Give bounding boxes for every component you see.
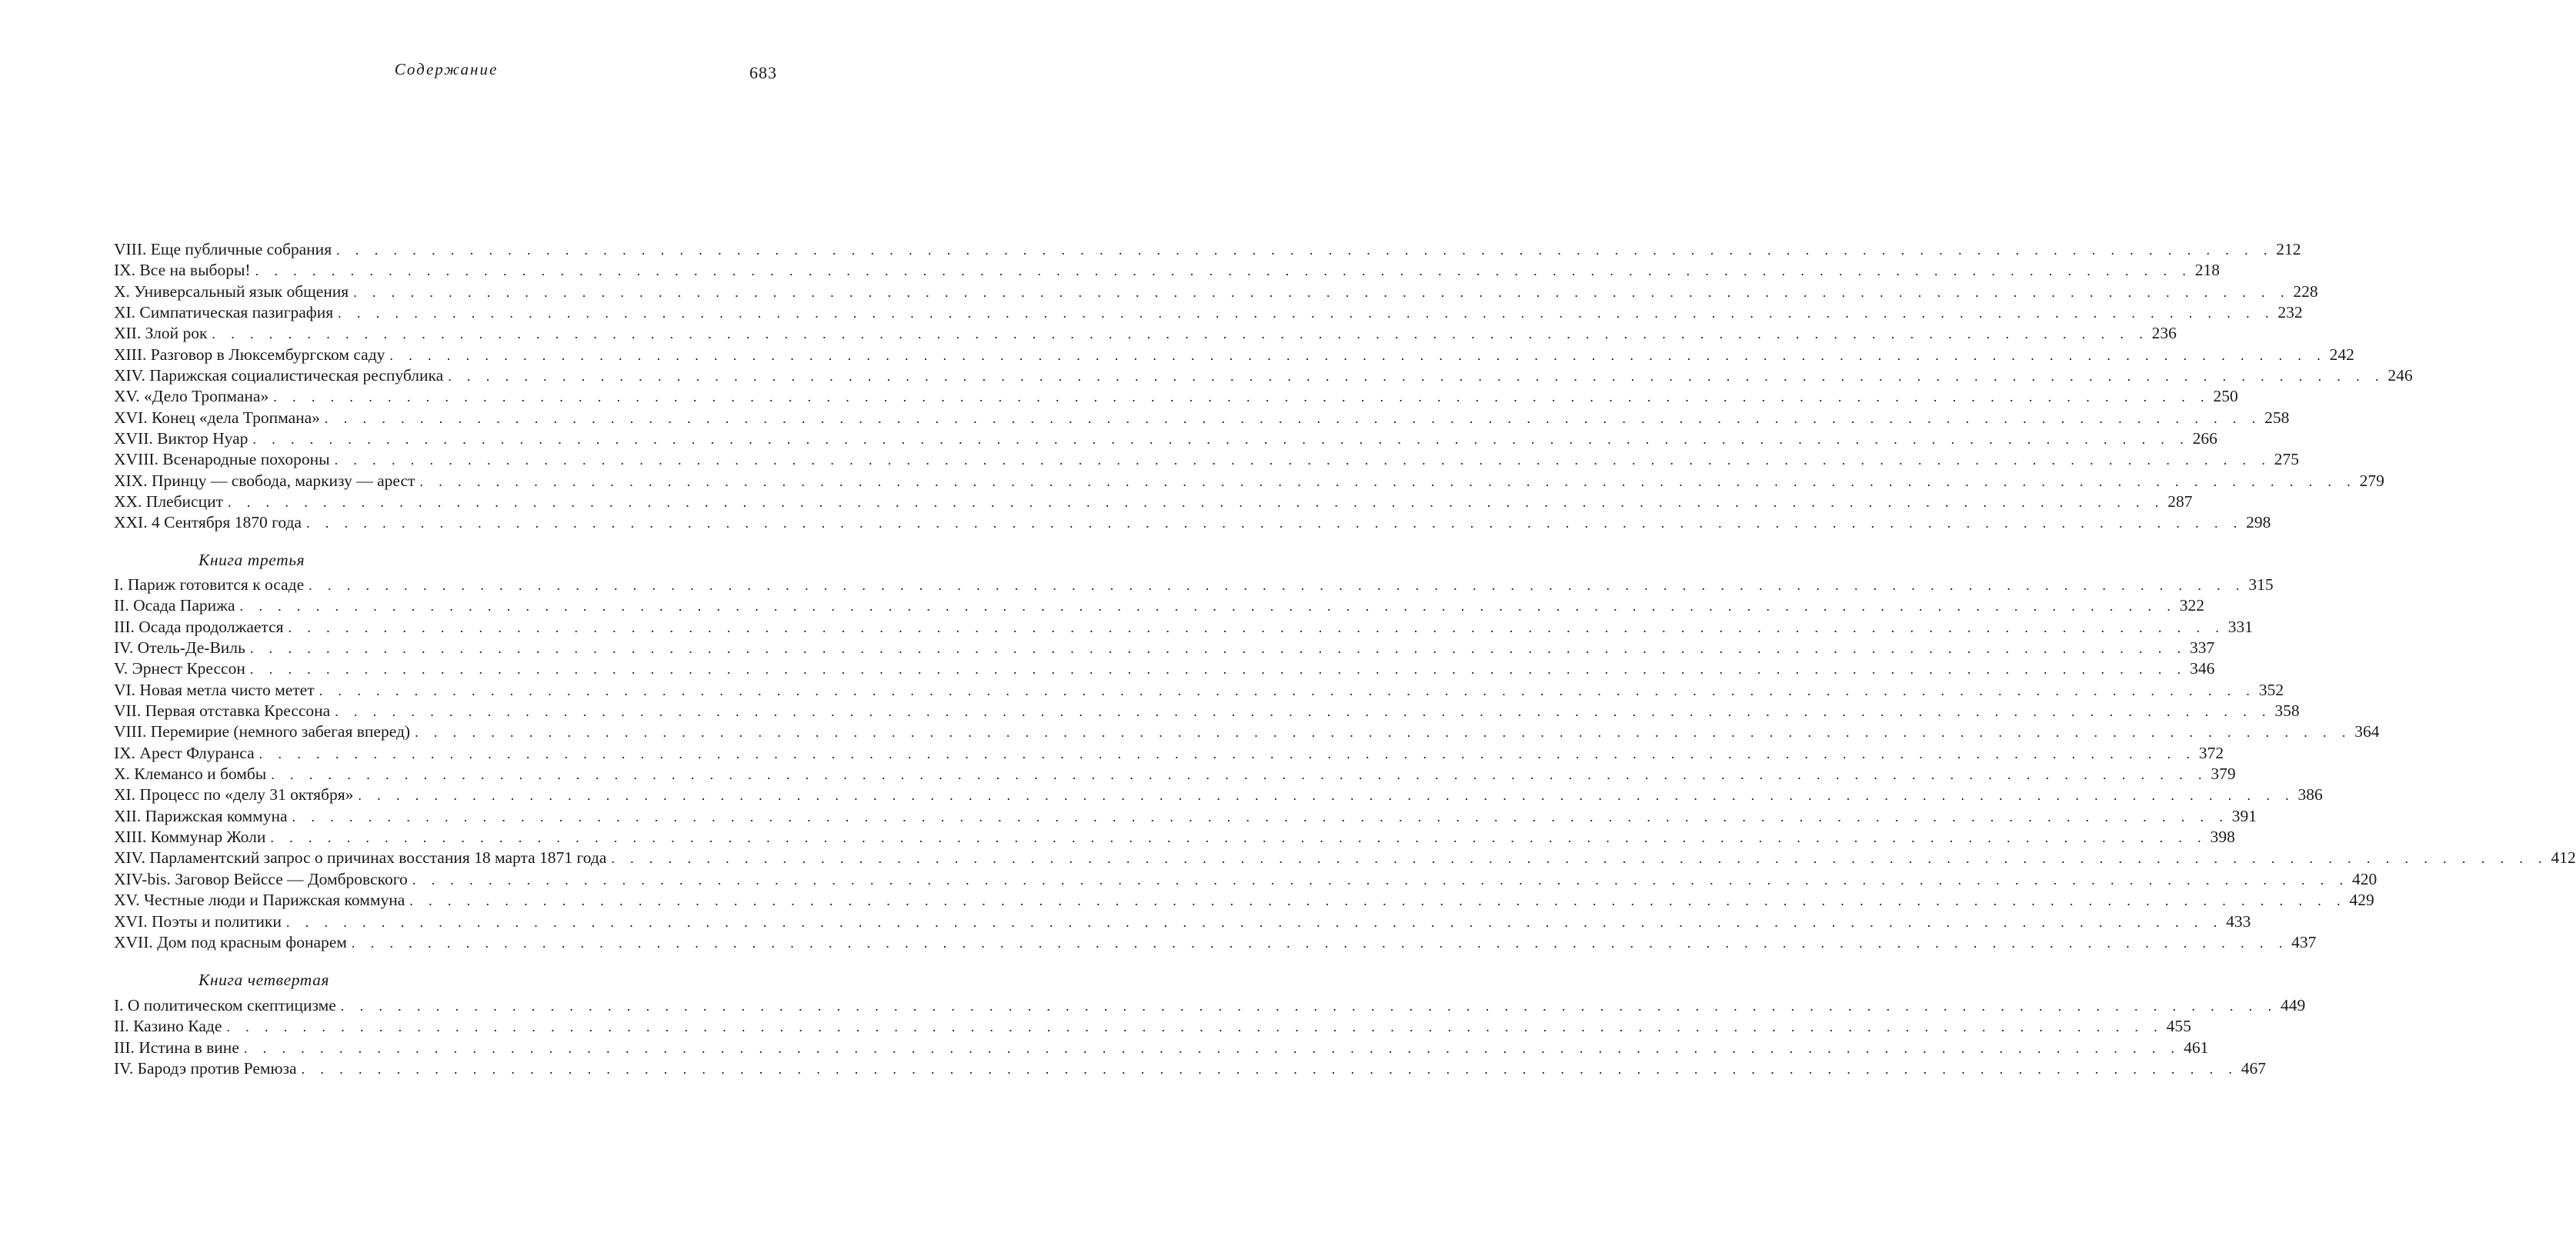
toc-dot-leader: . . . . . . . . . . . . . . . . . . . . . . . . . . . . . . . . . . . . . . . . . . . . . . . . . . . . . . . . . . . . . . . . . . . . . . . . . . . . . . . . . . . . . . . . . . . . . . . . . . . . . . bbox=[249, 641, 2187, 657]
toc-entry-title: XVI. Поэты и политики bbox=[114, 911, 282, 931]
toc-entry[interactable] bbox=[114, 386, 2238, 407]
toc-entry[interactable] bbox=[114, 932, 2317, 953]
toc-dot-leader: . . . . . . . . . . . . . . . . . . . . . . . . . . . . . . . . . . . . . . . . . . . . . . . . . . . . . . . . . . . . . . . . . . . . . . . . . . . . . . . . . . . . . . . . . . . . . . . . . . . . . . bbox=[212, 326, 2149, 342]
toc-dot-leader: . . . . . . . . . . . . . . . . . . . . . . . . . . . . . . . . . . . . . . . . . . . . . . . . . . . . . . . . . . . . . . . . . . . . . . . . . . . . . . . . . . . . . . . . . . . . . . . . . . . . . . bbox=[448, 368, 2385, 385]
toc-entry[interactable] bbox=[114, 721, 2380, 742]
toc-dot-leader: . . . . . . . . . . . . . . . . . . . . . . . . . . . . . . . . . . . . . . . . . . . . . . . . . . . . . . . . . . . . . . . . . . . . . . . . . . . . . . . . . . . . . . . . . . . . . . . . . . . . . . bbox=[419, 473, 2357, 489]
toc-dot-leader: . . . . . . . . . . . . . . . . . . . . . . . . . . . . . . . . . . . . . . . . . . . . . . . . . . . . . . . . . . . . . . . . . . . . . . . . . . . . . . . . . . . . . . . . . . . . . . . . . . . . . . bbox=[255, 263, 2192, 279]
toc-entry[interactable] bbox=[114, 365, 2413, 386]
toc-entry[interactable] bbox=[114, 743, 2224, 764]
toc-entry-page: 275 bbox=[2274, 450, 2300, 469]
toc-entry-title: II. Осада Парижа bbox=[114, 596, 235, 615]
toc-list-book-four bbox=[114, 995, 2306, 1079]
toc-entry-title: VIII. Еще публичные собрания bbox=[114, 240, 332, 258]
toc-entry[interactable] bbox=[114, 764, 2236, 785]
toc-entry-page: 420 bbox=[2351, 869, 2377, 888]
toc-dot-leader: . . . . . . . . . . . . . . . . . . . . . . . . . . . . . . . . . . . . . . . . . . . . . . . . . . . . . . . . . . . . . . . . . . . . . . . . . . . . . . . . . . . . . . . . . . . . . . . . . . . . . . bbox=[340, 998, 2277, 1014]
toc-entry-page: 433 bbox=[2226, 911, 2251, 931]
toc-entry[interactable] bbox=[114, 302, 2303, 323]
toc-dot-leader: . . . . . . . . . . . . . . . . . . . . . . . . . . . . . . . . . . . . . . . . . . . . . . . . . . . . . . . . . . . . . . . . . . . . . . . . . . . . . . . . . . . . . . . . . . . . . . . . . . . . . . bbox=[305, 515, 2244, 531]
toc-entry[interactable] bbox=[114, 323, 2177, 344]
toc-entry-page: 246 bbox=[2387, 366, 2413, 385]
toc-entry-page: 437 bbox=[2291, 932, 2317, 951]
toc-entry-title: XVIII. Всенародные похороны bbox=[114, 450, 330, 469]
toc-entry-title: IV. Отель-Де-Виль bbox=[114, 638, 245, 658]
toc-entry-title: XIII. Коммунар Жоли bbox=[114, 828, 266, 847]
section-heading-book-three: Книга третья bbox=[199, 551, 305, 569]
toc-dot-leader: . . . . . . . . . . . . . . . . . . . . . . . . . . . . . . . . . . . . . . . . . . . . . . . . . . . . . . . . . . . . . . . . . . . . . . . . . . . . . . . . . . . . . . . . . . . . . . . . . . . . . . bbox=[301, 1061, 2238, 1078]
toc-entry-title: XIV-bis. Заговор Вейссе — Домбровского bbox=[114, 869, 408, 888]
toc-dot-leader: . . . . . . . . . . . . . . . . . . . . . . . . . . . . . . . . . . . . . . . . . . . . . . . . . . . . . . . . . . . . . . . . . . . . . . . . . . . . . . . . . . . . . . . . . . . . . . . . . . . . . . bbox=[228, 495, 2165, 511]
toc-entry[interactable] bbox=[114, 282, 2318, 302]
toc-entry-title: X. Клемансо и бомбы bbox=[114, 765, 267, 784]
toc-dot-leader: . . . . . . . . . . . . . . . . . . . . . . . . . . . . . . . . . . . . . . . . . . . . . . . . . . . . . . . . . . . . . . . . . . . . . . . . . . . . . . . . . . . . . . . . . . . . . . . . . . . . . . bbox=[338, 305, 2275, 321]
toc-entry[interactable] bbox=[114, 1058, 2267, 1079]
toc-entry-title: IV. Бародэ против Ремюза bbox=[114, 1059, 297, 1078]
toc-entry-title: XX. Плебисцит bbox=[114, 492, 223, 511]
toc-dot-leader: . . . . . . . . . . . . . . . . . . . . . . . . . . . . . . . . . . . . . . . . . . . . . . . . . . . . . . . . . . . . . . . . . . . . . . . . . . . . . . . . . . . . . . . . . . . . . . . . . . . . . . bbox=[336, 242, 2274, 258]
toc-entry-title: IX. Арест Флуранса bbox=[114, 743, 255, 762]
toc-entry-page: 218 bbox=[2194, 261, 2221, 280]
toc-dot-leader: . . . . . . . . . . . . . . . . . . . . . . . . . . . . . . . . . . . . . . . . . . . . . . . . . . . . . . . . . . . . . . . . . . . . . . . . . . . . . . . . . . . . . . . . . . . . . . . . . . . . . . bbox=[288, 619, 2225, 635]
toc-list-book-three bbox=[114, 575, 2576, 953]
toc-entry-page: 258 bbox=[2264, 408, 2290, 427]
toc-entry-page: 232 bbox=[2277, 303, 2303, 322]
toc-dot-leader: . . . . . . . . . . . . . . . . . . . . . . . . . . . . . . . . . . . . . . . . . . . . . . . . . . . . . . . . . . . . . . . . . . . . . . . . . . . . . . . . . . . . . . . . . . . . . . . . . . . . . . bbox=[611, 851, 2548, 867]
toc-entry[interactable] bbox=[114, 239, 2301, 260]
toc-dot-leader: . . . . . . . . . . . . . . . . . . . . . . . . . . . . . . . . . . . . . . . . . . . . . . . . . . . . . . . . . . . . . . . . . . . . . . . . . . . . . . . . . . . . . . . . . . . . . . . . . . . . . . bbox=[335, 704, 2272, 720]
toc-dot-leader: . . . . . . . . . . . . . . . . . . . . . . . . . . . . . . . . . . . . . . . . . . . . . . . . . . . . . . . . . . . . . . . . . . . . . . . . . . . . . . . . . . . . . . . . . . . . . . . . . . . . . . bbox=[334, 452, 2271, 468]
toc-entry[interactable] bbox=[114, 658, 2215, 679]
toc-entry[interactable] bbox=[114, 260, 2221, 281]
toc-entry-title: IX. Все на выборы! bbox=[114, 261, 251, 280]
toc-dot-leader: . . . . . . . . . . . . . . . . . . . . . . . . . . . . . . . . . . . . . . . . . . . . . . . . . . . . . . . . . . . . . . . . . . . . . . . . . . . . . . . . . . . . . . . . . . . . . . . . . . . . . . bbox=[319, 682, 2256, 698]
toc-dot-leader: . . . . . . . . . . . . . . . . . . . . . . . . . . . . . . . . . . . . . . . . . . . . . . . . . . . . . . . . . . . . . . . . . . . . . . . . . . . . . . . . . . . . . . . . . . . . . . . . . . . . . . bbox=[270, 830, 2207, 846]
toc-dot-leader: . . . . . . . . . . . . . . . . . . . . . . . . . . . . . . . . . . . . . . . . . . . . . . . . . . . . . . . . . . . . . . . . . . . . . . . . . . . . . . . . . . . . . . . . . . . . . . . . . . . . . . bbox=[259, 745, 2196, 761]
toc-entry-page: 287 bbox=[2167, 492, 2193, 511]
toc-entry[interactable] bbox=[114, 680, 2284, 701]
toc-entry-page: 250 bbox=[2213, 387, 2238, 406]
toc-entry-title: XV. Честные люди и Парижская коммуна bbox=[114, 891, 405, 910]
toc-entry-title: XIX. Принцу — свобода, маркизу — арест bbox=[114, 471, 415, 490]
toc-entry-title: XI. Симпатическая пазиграфия bbox=[114, 303, 334, 322]
toc-dot-leader: . . . . . . . . . . . . . . . . . . . . . . . . . . . . . . . . . . . . . . . . . . . . . . . . . . . . . . . . . . . . . . . . . . . . . . . . . . . . . . . . . . . . . . . . . . . . . . . . . . . . . . bbox=[285, 914, 2224, 930]
toc-entry[interactable] bbox=[114, 806, 2257, 827]
toc-entry-page: 242 bbox=[2329, 345, 2354, 364]
toc-entry-title: XIV. Парижская социалистическая республика bbox=[114, 366, 444, 385]
running-title: Содержание bbox=[394, 60, 499, 78]
toc-entry[interactable] bbox=[114, 595, 2204, 616]
toc-entry-title: VI. Новая метла чисто метет bbox=[114, 680, 315, 699]
toc-dot-leader: . . . . . . . . . . . . . . . . . . . . . . . . . . . . . . . . . . . . . . . . . . . . . . . . . . . . . . . . . . . . . . . . . . . . . . . . . . . . . . . . . . . . . . . . . . . . . . . . . . . . . . bbox=[252, 431, 2190, 448]
toc-entry-page: 266 bbox=[2192, 429, 2217, 448]
toc-entry-title: XII. Парижская коммуна bbox=[114, 806, 288, 825]
toc-entry-page: 322 bbox=[2179, 596, 2204, 615]
toc-entry-title: XVI. Конец «дела Тропмана» bbox=[114, 408, 320, 427]
toc-entry-title: XII. Злой рок bbox=[114, 324, 208, 343]
toc-entry-page: 386 bbox=[2297, 785, 2323, 805]
toc-dot-leader: . . . . . . . . . . . . . . . . . . . . . . . . . . . . . . . . . . . . . . . . . . . . . . . . . . . . . . . . . . . . . . . . . . . . . . . . . . . . . . . . . . . . . . . . . . . . . . . . . . . . . . bbox=[353, 284, 2291, 300]
toc-dot-leader: . . . . . . . . . . . . . . . . . . . . . . . . . . . . . . . . . . . . . . . . . . . . . . . . . . . . . . . . . . . . . . . . . . . . . . . . . . . . . . . . . . . . . . . . . . . . . . . . . . . . . . bbox=[324, 410, 2262, 426]
toc-entry-title: I. О политическом скептицизме bbox=[114, 996, 336, 1014]
toc-entry-page: 467 bbox=[2241, 1059, 2267, 1078]
toc-entry-page: 315 bbox=[2248, 575, 2274, 594]
toc-entry[interactable] bbox=[114, 1038, 2209, 1058]
toc-entry-title: X. Универсальный язык общения bbox=[114, 282, 349, 301]
toc-entry[interactable] bbox=[114, 575, 2274, 595]
toc-entry[interactable] bbox=[114, 1016, 2191, 1037]
toc-dot-leader: . . . . . . . . . . . . . . . . . . . . . . . . . . . . . . . . . . . . . . . . . . . . . . . . . . . . . . . . . . . . . . . . . . . . . . . . . . . . . . . . . . . . . . . . . . . . . . . . . . . . . . bbox=[409, 893, 2347, 909]
toc-entry-page: 449 bbox=[2280, 996, 2306, 1014]
toc-entry[interactable] bbox=[114, 428, 2217, 449]
toc-entry-title: XVII. Дом под красным фонарем bbox=[114, 932, 347, 951]
toc-entry[interactable] bbox=[114, 638, 2215, 658]
toc-entry-page: 412 bbox=[2551, 848, 2576, 868]
toc-dot-leader: . . . . . . . . . . . . . . . . . . . . . . . . . . . . . . . . . . . . . . . . . . . . . . . . . . . . . . . . . . . . . . . . . . . . . . . . . . . . . . . . . . . . . . . . . . . . . . . . . . . . . . bbox=[273, 389, 2211, 405]
toc-entry-title: XIV. Парламентский запрос о причинах восстания 18 марта 1871 года bbox=[114, 848, 607, 868]
toc-entry-page: 337 bbox=[2190, 638, 2215, 658]
section-heading-book-four: Книга четвертая bbox=[199, 971, 330, 989]
toc-entry[interactable] bbox=[114, 408, 2290, 428]
toc-dot-leader: . . . . . . . . . . . . . . . . . . . . . . . . . . . . . . . . . . . . . . . . . . . . . . . . . . . . . . . . . . . . . . . . . . . . . . . . . . . . . . . . . . . . . . . . . . . . . . . . . . . . . . bbox=[309, 578, 2246, 593]
toc-entry[interactable] bbox=[114, 911, 2251, 932]
toc-entry-page: 372 bbox=[2198, 743, 2224, 762]
toc-entry[interactable] bbox=[114, 471, 2384, 491]
page-number: 683 bbox=[749, 63, 777, 82]
toc-entry[interactable] bbox=[114, 345, 2354, 365]
toc-entry-title: XVII. Виктор Нуар bbox=[114, 429, 249, 448]
toc-entry-title: II. Казино Каде bbox=[114, 1017, 222, 1036]
toc-list-book-two-continued bbox=[114, 239, 2413, 534]
toc-entry-title: XV. «Дело Тропмана» bbox=[114, 387, 269, 406]
toc-dot-leader: . . . . . . . . . . . . . . . . . . . . . . . . . . . . . . . . . . . . . . . . . . . . . . . . . . . . . . . . . . . . . . . . . . . . . . . . . . . . . . . . . . . . . . . . . . . . . . . . . . . . . . bbox=[351, 935, 2289, 951]
toc-entry-title: III. Осада продолжается bbox=[114, 617, 284, 636]
toc-entry-title: I. Париж готовится к осаде bbox=[114, 575, 305, 594]
toc-entry[interactable] bbox=[114, 512, 2271, 533]
toc-entry-page: 391 bbox=[2231, 806, 2257, 825]
toc-dot-leader: . . . . . . . . . . . . . . . . . . . . . . . . . . . . . . . . . . . . . . . . . . . . . . . . . . . . . . . . . . . . . . . . . . . . . . . . . . . . . . . . . . . . . . . . . . . . . . . . . . . . . . bbox=[358, 788, 2295, 804]
toc-entry-page: 279 bbox=[2359, 471, 2384, 490]
toc-entry[interactable] bbox=[114, 869, 2377, 890]
toc-entry-page: 358 bbox=[2274, 701, 2300, 721]
toc-entry-page: 398 bbox=[2210, 828, 2235, 847]
toc-entry-page: 298 bbox=[2246, 513, 2271, 532]
toc-entry[interactable] bbox=[114, 848, 2576, 868]
toc-dot-leader: . . . . . . . . . . . . . . . . . . . . . . . . . . . . . . . . . . . . . . . . . . . . . . . . . . . . . . . . . . . . . . . . . . . . . . . . . . . . . . . . . . . . . . . . . . . . . . . . . . . . . . bbox=[271, 767, 2208, 783]
toc-entry-title: XI. Процесс по «делу 31 октября» bbox=[114, 785, 354, 805]
toc-entry[interactable] bbox=[114, 890, 2374, 911]
toc-dot-leader: . . . . . . . . . . . . . . . . . . . . . . . . . . . . . . . . . . . . . . . . . . . . . . . . . . . . . . . . . . . . . . . . . . . . . . . . . . . . . . . . . . . . . . . . . . . . . . . . . . . . . . bbox=[292, 808, 2229, 825]
toc-entry-title: III. Истина в вине bbox=[114, 1038, 239, 1057]
toc-dot-leader: . . . . . . . . . . . . . . . . . . . . . . . . . . . . . . . . . . . . . . . . . . . . . . . . . . . . . . . . . . . . . . . . . . . . . . . . . . . . . . . . . . . . . . . . . . . . . . . . . . . . . . bbox=[412, 871, 2349, 888]
toc-dot-leader: . . . . . . . . . . . . . . . . . . . . . . . . . . . . . . . . . . . . . . . . . . . . . . . . . . . . . . . . . . . . . . . . . . . . . . . . . . . . . . . . . . . . . . . . . . . . . . . . . . . . . . bbox=[226, 1019, 2164, 1035]
toc-dot-leader: . . . . . . . . . . . . . . . . . . . . . . . . . . . . . . . . . . . . . . . . . . . . . . . . . . . . . . . . . . . . . . . . . . . . . . . . . . . . . . . . . . . . . . . . . . . . . . . . . . . . . . bbox=[415, 725, 2352, 741]
toc-entry-title: XIII. Разговор в Люксембургском саду bbox=[114, 345, 385, 364]
toc-entry-page: 212 bbox=[2276, 240, 2301, 258]
toc-entry[interactable] bbox=[114, 785, 2323, 805]
toc-dot-leader: . . . . . . . . . . . . . . . . . . . . . . . . . . . . . . . . . . . . . . . . . . . . . . . . . . . . . . . . . . . . . . . . . . . . . . . . . . . . . . . . . . . . . . . . . . . . . . . . . . . . . . bbox=[239, 598, 2177, 615]
toc-dot-leader: . . . . . . . . . . . . . . . . . . . . . . . . . . . . . . . . . . . . . . . . . . . . . . . . . . . . . . . . . . . . . . . . . . . . . . . . . . . . . . . . . . . . . . . . . . . . . . . . . . . . . . bbox=[249, 661, 2187, 678]
toc-entry[interactable] bbox=[114, 701, 2300, 721]
toc-entry-title: XXI. 4 Сентября 1870 года bbox=[114, 513, 302, 532]
toc-entry-title: VII. Первая отставка Крессона bbox=[114, 701, 331, 721]
toc-entry-title: VIII. Перемирие (немного забегая вперед) bbox=[114, 722, 411, 741]
toc-dot-leader: . . . . . . . . . . . . . . . . . . . . . . . . . . . . . . . . . . . . . . . . . . . . . . . . . . . . . . . . . . . . . . . . . . . . . . . . . . . . . . . . . . . . . . . . . . . . . . . . . . . . . . bbox=[389, 347, 2327, 363]
toc-entry-page: 236 bbox=[2151, 324, 2177, 343]
toc-entry[interactable] bbox=[114, 449, 2300, 470]
toc-entry-page: 429 bbox=[2349, 891, 2374, 910]
toc-entry-page: 228 bbox=[2293, 282, 2318, 301]
toc-entry-page: 364 bbox=[2354, 722, 2380, 741]
toc-entry-title: V. Эрнест Крессон bbox=[114, 659, 245, 678]
toc-entry-page: 461 bbox=[2184, 1038, 2209, 1057]
toc-entry-page: 379 bbox=[2211, 765, 2236, 784]
toc-entry-page: 346 bbox=[2190, 659, 2215, 678]
toc-entry-page: 352 bbox=[2258, 680, 2284, 699]
toc-entry[interactable] bbox=[114, 617, 2253, 638]
toc-entry[interactable] bbox=[114, 827, 2235, 848]
toc-entry[interactable] bbox=[114, 491, 2193, 512]
toc-dot-leader: . . . . . . . . . . . . . . . . . . . . . . . . . . . . . . . . . . . . . . . . . . . . . . . . . . . . . . . . . . . . . . . . . . . . . . . . . . . . . . . . . . . . . . . . . . . . . . . . . . . . . . bbox=[243, 1040, 2181, 1056]
toc-entry-page: 331 bbox=[2227, 617, 2253, 636]
toc-entry-page: 455 bbox=[2166, 1017, 2191, 1036]
toc-entry[interactable] bbox=[114, 995, 2306, 1016]
